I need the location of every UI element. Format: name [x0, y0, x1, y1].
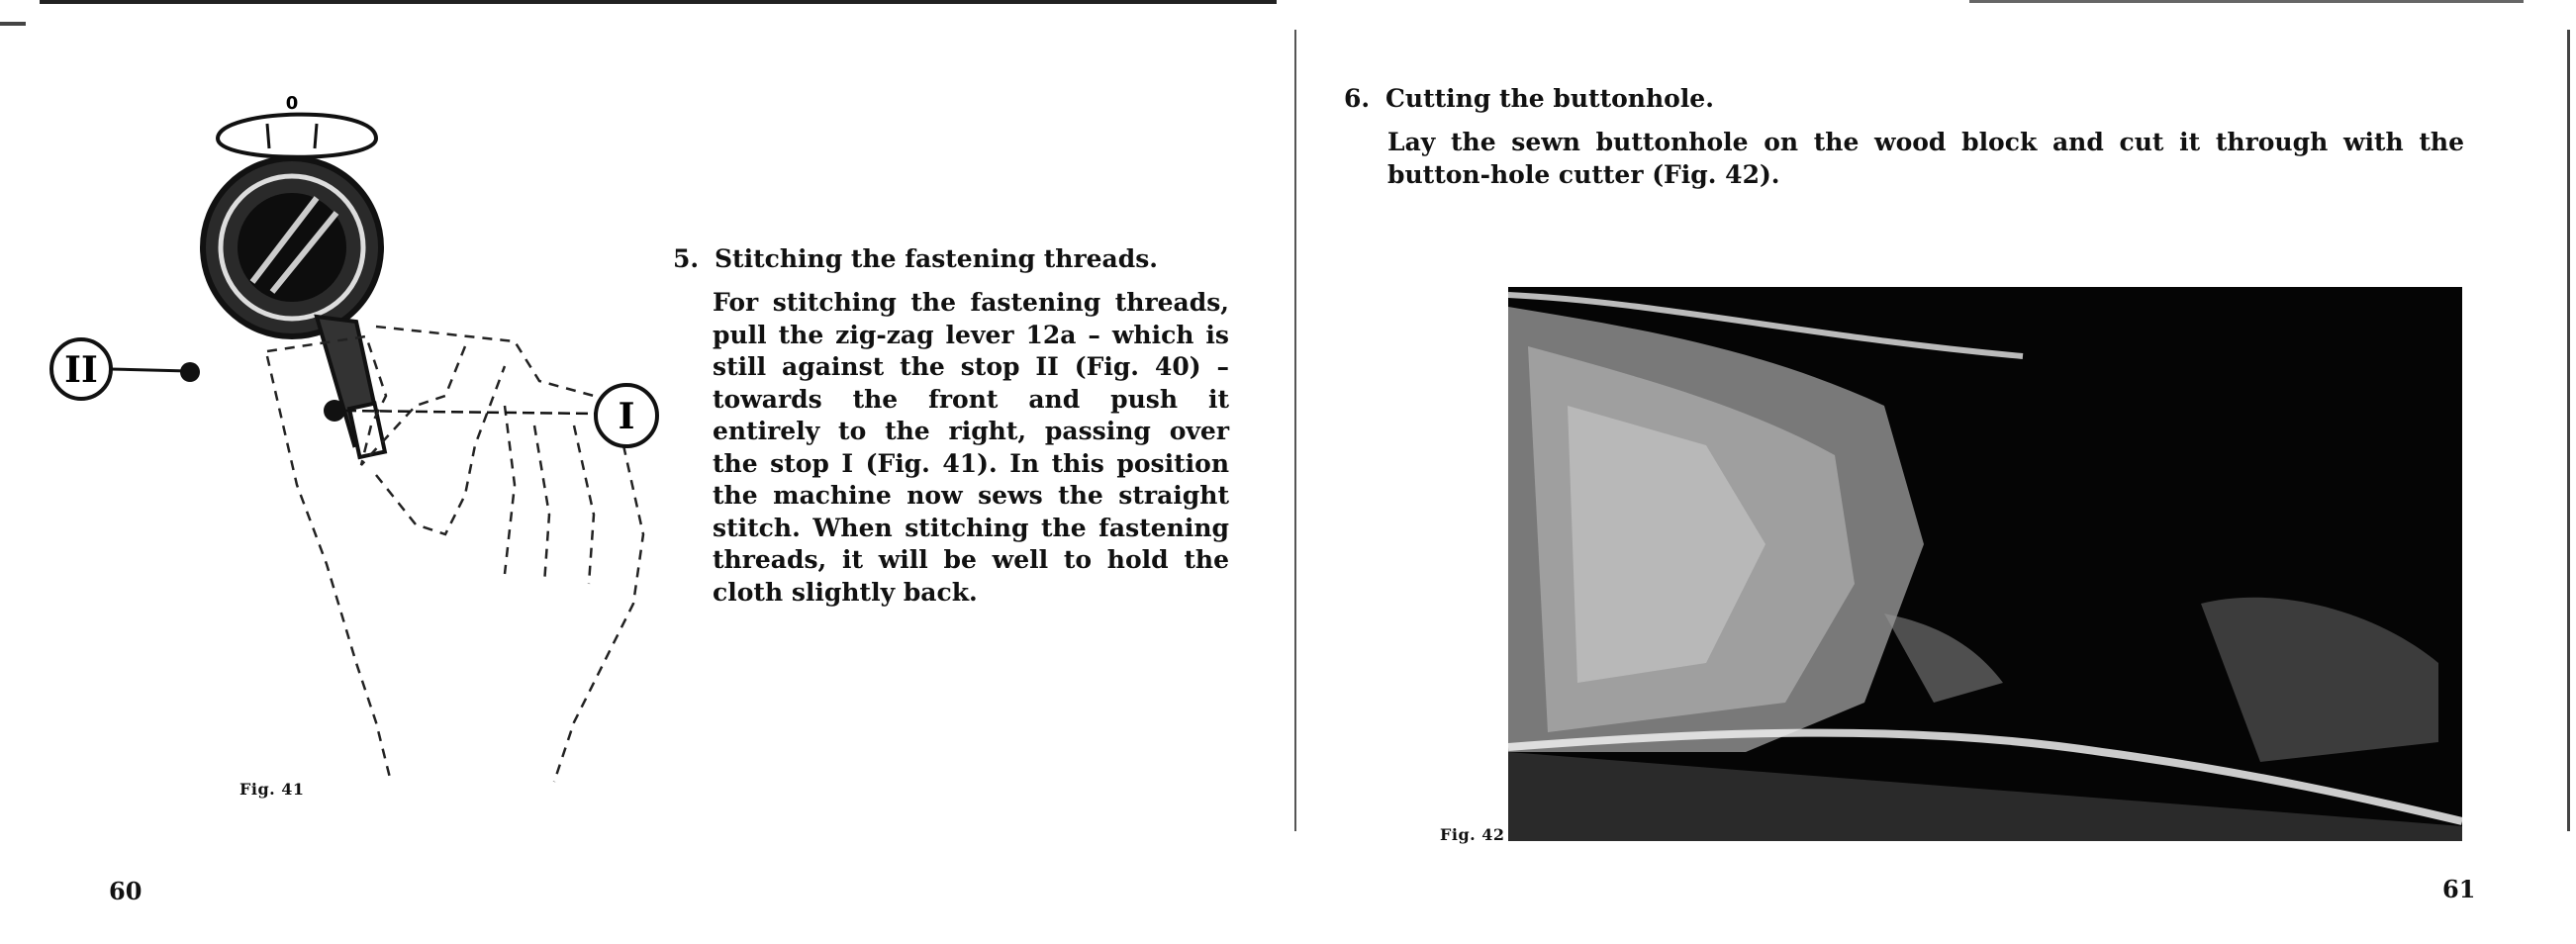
figure-42-photo — [1508, 287, 2462, 841]
stop-label-i: I — [618, 396, 635, 437]
section-5-title: Stitching the fastening threads. — [715, 244, 1159, 273]
scan-edge-mark-right — [2567, 30, 2570, 831]
section-6-heading — [1344, 84, 1714, 114]
scan-edge-top-left — [40, 0, 1277, 4]
figure-41-caption: Fig. 41 — [239, 780, 305, 799]
stop-label-ii: II — [64, 349, 98, 391]
zigzag-dial-icon — [40, 69, 673, 802]
figure-41 — [40, 69, 673, 802]
page-number-left: 60 — [109, 877, 143, 905]
section-5-body: For stitching the fastening threads, pull the zig-zag lever 12a – which is still against the stop II (Fig. 40) – towards the front and push it entirely to the right, passing over the stop I (Fig. 41). In this position the machine now sews the straight stitch. When stitching the fastening threads, it will be well to hold the cloth slightly back. — [713, 288, 1229, 607]
section-6-number: 6. — [1344, 84, 1371, 113]
buttonhole-photo-image — [1508, 287, 2462, 841]
figure-42-caption: Fig. 42 — [1440, 825, 1505, 844]
section-5-heading — [673, 244, 1158, 274]
dial-mark: 0 — [285, 93, 299, 114]
scan-edge-top-right — [1969, 0, 2524, 3]
section-6-body: Lay the sewn buttonhole on the wood block and cut it through with the button-hole cutter (Fig. 42). — [1387, 128, 2464, 189]
hand-outline-icon — [267, 327, 643, 782]
section-5-number: 5. — [673, 244, 700, 273]
scan-edge-mark-left — [0, 22, 26, 26]
book-gutter — [1294, 30, 1296, 831]
page-number-right: 61 — [2442, 875, 2476, 903]
section-6-title: Cutting the buttonhole. — [1385, 84, 1714, 113]
